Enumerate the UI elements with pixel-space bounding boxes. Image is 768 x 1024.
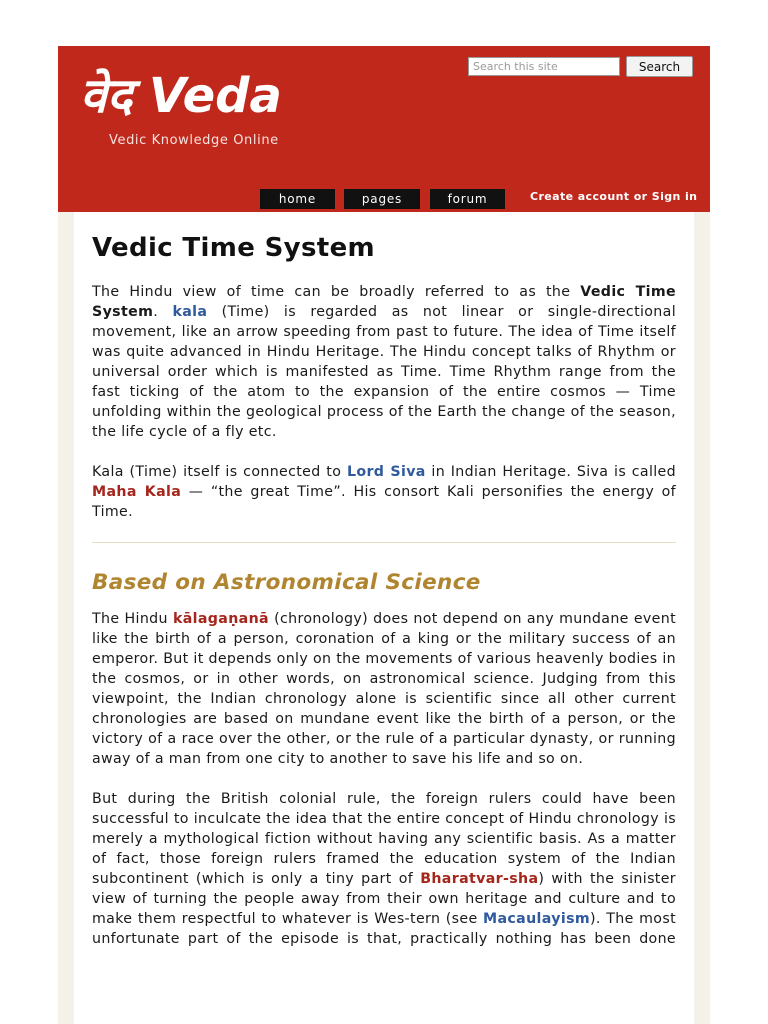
text: The Hindu view of time can be broadly referred to as the [92,284,581,300]
text: (Time) is regarded as not linear or single-directional movement, like an arrow speeding from past to future. The idea of Time itself was quite advanced in Hindu Heritage. The Hindu concept talks of Rhythm or universal order which is manifested as Time. Time Rhythm range from the fast ticking of the atom to the expansion of the entire cosmos — Time unfolding within the geological process of the Earth the change of the season, the life cycle of a fly etc. [92,304,676,440]
paragraph-kala [92,462,676,522]
kalaganana-link[interactable]: kālagaṇanā [172,611,269,627]
page-border-right [694,212,710,1024]
site-header [58,46,710,212]
text: . [153,304,173,320]
paragraph-chronology [92,609,676,769]
text: ). The most unfortunate part of the episode is that, practically nothing has been done [92,911,676,947]
text: (chronology) does not depend on any mundane event like the birth of a person, coronation of a king or the military success of an emperor. But it depends only on the movements of various heavenly bodies in the cosmos, or in other words, on astronomical science. Judging from this viewpoint, the Indian chronology alone is scientific since all other current chronologies are based on mundane event like the birth of a person, or the victory of a race over the other, or the rule of a particular dynasty, or running away of a man from one city to another to save his life and so on. [92,611,676,767]
search-button[interactable]: Search [626,56,693,77]
search-input[interactable] [468,57,620,76]
page-title: Vedic Time System [92,233,375,263]
site-logo[interactable] [80,68,282,124]
lord-siva-link[interactable]: Lord Siva [346,464,426,480]
account-links [530,190,697,203]
paragraph-colonial [92,789,676,949]
text: — “the great Time”. His consort Kali personifies the energy of Time. [92,484,676,520]
page-border-left [58,212,74,1024]
text: Kala (Time) itself is connected to [92,464,347,480]
kala-link[interactable]: kala [172,304,208,320]
logo-devanagari: वेद [80,68,133,124]
bharatvarsha-link[interactable]: Bharatvar-sha [420,871,539,887]
section-heading: Based on Astronomical Science [92,570,481,595]
maha-kala-link[interactable]: Maha Kala [92,484,182,500]
paragraph-intro [92,282,676,442]
nav-tab-forum[interactable]: forum [430,189,505,209]
logo-latin: Veda [148,68,282,124]
vedic-time-system-bold: Vedic Time System [92,284,676,320]
nav-tab-pages[interactable]: pages [344,189,420,209]
sign-in-link[interactable]: Sign in [651,190,698,203]
article-content [92,228,676,969]
text: ) with the sinister view of turning the people away from their own heritage and culture and to make them respectful to whatever is Wes-tern (see [92,871,676,927]
text: But during the British colonial rule, the foreign rulers could have been successful to inculcate the idea that the entire concept of Hindu chronology is merely a mythological fiction without having any scientific basis. As a matter of fact, those foreign rulers framed the education system of the Indian subcontinent (which is only a tiny part of [92,791,676,887]
section-divider [92,542,676,543]
nav-tab-home[interactable]: home [260,189,335,209]
create-account-link[interactable]: Create account [530,190,630,203]
text: The Hindu [92,611,173,627]
text: in Indian Heritage. Siva is called [425,464,676,480]
or-text: or [633,190,648,203]
macaulayism-link[interactable]: Macaulayism [483,911,590,927]
site-tagline: Vedic Knowledge Online [109,133,279,148]
